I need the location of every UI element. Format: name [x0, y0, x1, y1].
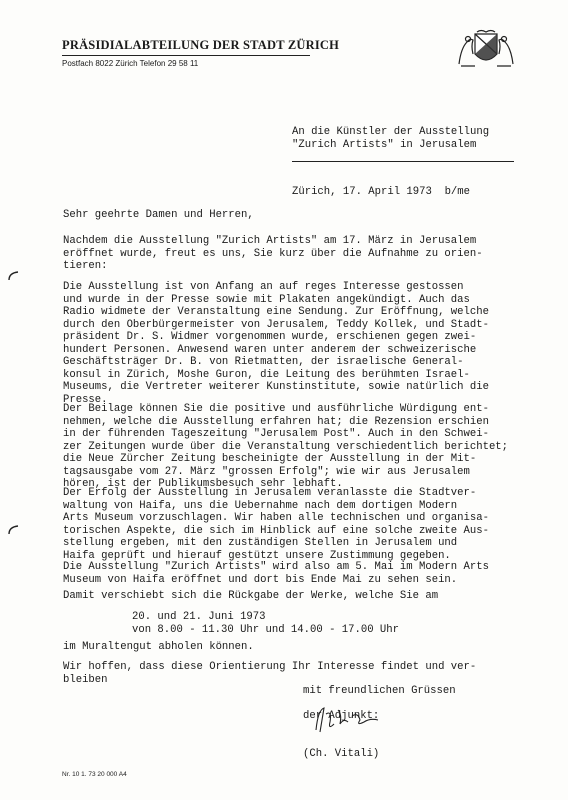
letterhead-address: Postfach 8022 Zürich Telefon 29 58 11: [62, 59, 199, 68]
addressee-line-2: "Zurich Artists" in Jerusalem: [292, 138, 477, 151]
paragraph-1: Nachdem die Ausstellung "Zurich Artists" am 17. März in Jerusalem eröffnet wurde, freut es uns, Sie kurz über die Aufnahme zu orien- tieren:: [63, 235, 483, 272]
addressee-rule: [292, 161, 514, 162]
greeting-block: mit freundlichen Grüssen der Adjunkt: (Ch. Vitali): [303, 685, 456, 760]
salutation: Sehr geehrte Damen und Herren,: [63, 209, 254, 221]
pickup-dates: 20. und 21. Juni 1973 von 8.00 - 11.30 Uhr und 14.00 - 17.00 Uhr: [132, 611, 400, 636]
punch-hole-mark: [6, 524, 20, 536]
form-footer: Nr. 10 1. 73 20 000 A4: [62, 771, 127, 778]
zurich-coat-of-arms-icon: [455, 28, 517, 70]
letterhead-rule: [62, 55, 310, 56]
closing-paragraph: Wir hoffen, dass diese Orientierung Ihr Interesse findet und ver- bleiben: [63, 661, 477, 686]
addressee-line-1: An die Künstler der Ausstellung: [292, 126, 490, 138]
letterhead-organization: PRÄSIDIALABTEILUNG DER STADT ZÜRICH: [62, 38, 340, 52]
paragraph-2: Die Ausstellung ist von Anfang an auf reges Interesse gestossen und wurde in der Presse sowie mit Plakaten angekündigt. Auch das Radio widmete der Veranstaltung eine Sendung. Zur Eröffnung, welche durch den Oberbürgermeister von Jerusalem, Teddy Kollek, und Stadt- präsident Dr. S. Widmer vorgenommen wurde, erschienen gegen zwei- hundert Personen. Anwesend waren unter anderem der schweizerische Geschäftsträger Dr. B. von Rietmatten, der israelische General- konsul in Zürich, Moshe Guron, die Leitung des berühmten Israel- Museums, die Vertreter weiterer Kunstinstitute, sowie natürlich die Presse.: [63, 281, 489, 406]
letterhead: [62, 38, 339, 68]
letter-date: Zürich, 17. April 1973 b/me: [292, 186, 471, 198]
paragraph-4: Der Erfolg der Ausstellung in Jerusalem veranlasste die Stadtver- waltung von Haifa, uns die Uebernahme nach dem dortigen Modern Arts Museum vorzuschlagen. Wir haben alle technischen und organisa- torischen Aspekte, die sich im Hinblick auf eine solche zweite Aus- stellung ergeben, mit den zuständigen Stellen in Jerusalem und Haifa geprüft und hierauf gestützt unsere Zustimmung gegeben.: [63, 487, 489, 562]
addressee-block: [292, 126, 489, 151]
handwritten-signature: [308, 700, 388, 740]
closing-line: Damit verschiebt sich die Rückgabe der Werke, welche Sie am: [63, 590, 439, 602]
paragraph-3: Der Beilage können Sie die positive und ausführliche Würdigung ent- nehmen, welche die Ausstellung erfahren hat; die Rezension erschien in der führenden Tageszeitung "Jerusalem Post". Auch in den Schwei- zer Zeitungen wurde über die Veranstaltung verschiedentlich berichtet; die Neue Zürcher Zeitung bescheinigte der Ausstellung in der Mit- tagsausgabe vom 27. März "grossen Erfolg"; wie wir aus Jerusalem hören, ist der Publikumsbesuch sehr lebhaft.: [63, 403, 509, 490]
pickup-location: im Muraltengut abholen können.: [63, 641, 254, 653]
punch-hole-mark: [6, 270, 20, 282]
paragraph-5: Die Ausstellung "Zurich Artists" wird also am 5. Mai im Modern Arts Museum von Haifa eröffnet und dort bis Ende Mai zu sehen sein.: [63, 561, 489, 586]
